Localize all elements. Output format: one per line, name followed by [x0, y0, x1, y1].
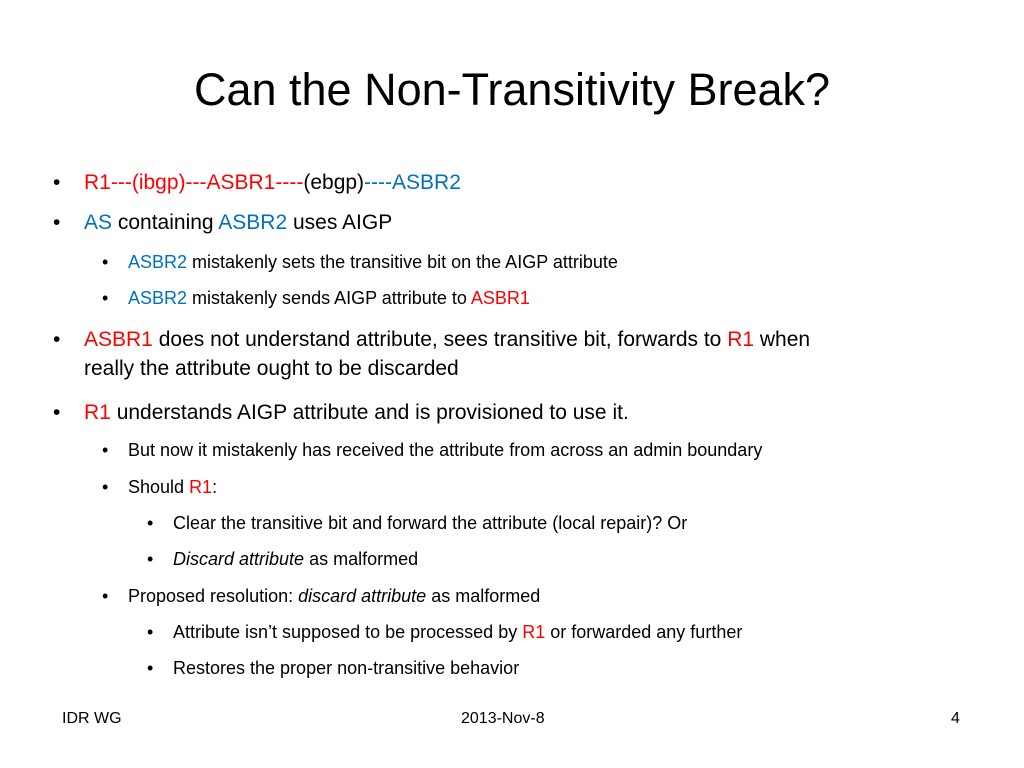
bullet-glyph: •: [102, 440, 109, 460]
topology-r1-asbr1: R1---(ibgp)---ASBR1----: [84, 171, 304, 194]
bullet-discard-malformed: [147, 547, 419, 572]
bullet-glyph: •: [53, 401, 61, 424]
text-as-malformed: as malformed: [304, 549, 419, 569]
text-uses-aigp: uses AIGP: [287, 211, 393, 234]
text-does-not-understand: does not understand attribute, sees transitive bit, forwards to: [152, 328, 728, 351]
bullet-admin-boundary: [102, 438, 763, 463]
text-restores-behavior: Restores the proper non-transitive behavior: [173, 658, 520, 678]
term-asbr2: ASBR2: [128, 288, 188, 308]
bullet-glyph: •: [102, 586, 109, 606]
bullet-glyph: •: [147, 658, 154, 678]
bullet-sets-transitive-bit: [102, 250, 618, 275]
slide-title: Can the Non-Transitivity Break?: [193, 64, 831, 115]
text-when: when: [754, 328, 811, 351]
term-asbr1: ASBR1: [470, 288, 530, 308]
text-colon: :: [212, 477, 218, 497]
bullet-asbr1-forwards: [53, 325, 811, 383]
term-r1: R1: [522, 622, 546, 642]
bullet-restores-behavior: [147, 656, 520, 681]
footer-page-number: 4: [951, 710, 960, 727]
text-containing: containing: [112, 211, 219, 234]
term-asbr2: ASBR2: [128, 252, 188, 272]
term-asbr2: ASBR2: [218, 211, 288, 234]
bullet-glyph: •: [53, 171, 61, 194]
topology-ebgp: (ebgp): [303, 171, 365, 194]
bullet-should-r1: [102, 475, 218, 500]
footer-group-name: IDR WG: [62, 710, 122, 727]
text-as-malformed: as malformed: [426, 586, 541, 606]
bullet-proposed-resolution: [102, 584, 541, 609]
bullet-topology: [53, 168, 461, 197]
text-sends-aigp: mistakenly sends AIGP attribute to: [187, 288, 471, 308]
term-asbr1: ASBR1: [84, 328, 153, 351]
text-not-processed: Attribute isn’t supposed to be processed by: [173, 622, 523, 642]
text-forwarded-further: or forwarded any further: [545, 622, 743, 642]
term-r1: R1: [84, 401, 111, 424]
text-sets-transitive: mistakenly sets the transitive bit on the AIGP attribute: [187, 252, 618, 272]
topology-asbr2: ----ASBR2: [364, 171, 461, 194]
text-admin-boundary: But now it mistakenly has received the attribute from across an admin boundary: [128, 440, 763, 460]
term-discard-attribute: Discard attribute: [173, 549, 305, 569]
bullet-as-uses-aigp: [53, 208, 393, 237]
term-discard-attribute: discard attribute: [298, 586, 427, 606]
bullet-glyph: •: [147, 549, 154, 569]
text-ought-to-be-discarded: really the attribute ought to be discarded: [84, 357, 459, 380]
bullet-glyph: •: [102, 288, 109, 308]
bullet-glyph: •: [147, 622, 154, 642]
term-r1: R1: [727, 328, 755, 351]
text-local-repair: Clear the transitive bit and forward the attribute (local repair)? Or: [173, 513, 688, 533]
term-r1: R1: [189, 477, 213, 497]
bullet-glyph: •: [147, 513, 154, 533]
text-proposed-resolution: Proposed resolution:: [128, 586, 299, 606]
term-as: AS: [84, 211, 113, 234]
bullet-glyph: •: [102, 252, 109, 272]
bullet-sends-aigp: [102, 286, 530, 311]
bullet-glyph: •: [102, 477, 109, 497]
bullet-local-repair: [147, 511, 688, 536]
bullet-not-processed: [147, 620, 743, 645]
bullet-glyph: •: [53, 211, 61, 234]
bullet-r1-understands: [53, 398, 629, 427]
bullet-glyph: •: [53, 328, 61, 351]
text-understands-aigp: understands AIGP attribute and is provisioned to use it.: [110, 401, 629, 424]
text-should: Should: [128, 477, 190, 497]
footer-date: 2013-Nov-8: [461, 710, 545, 727]
